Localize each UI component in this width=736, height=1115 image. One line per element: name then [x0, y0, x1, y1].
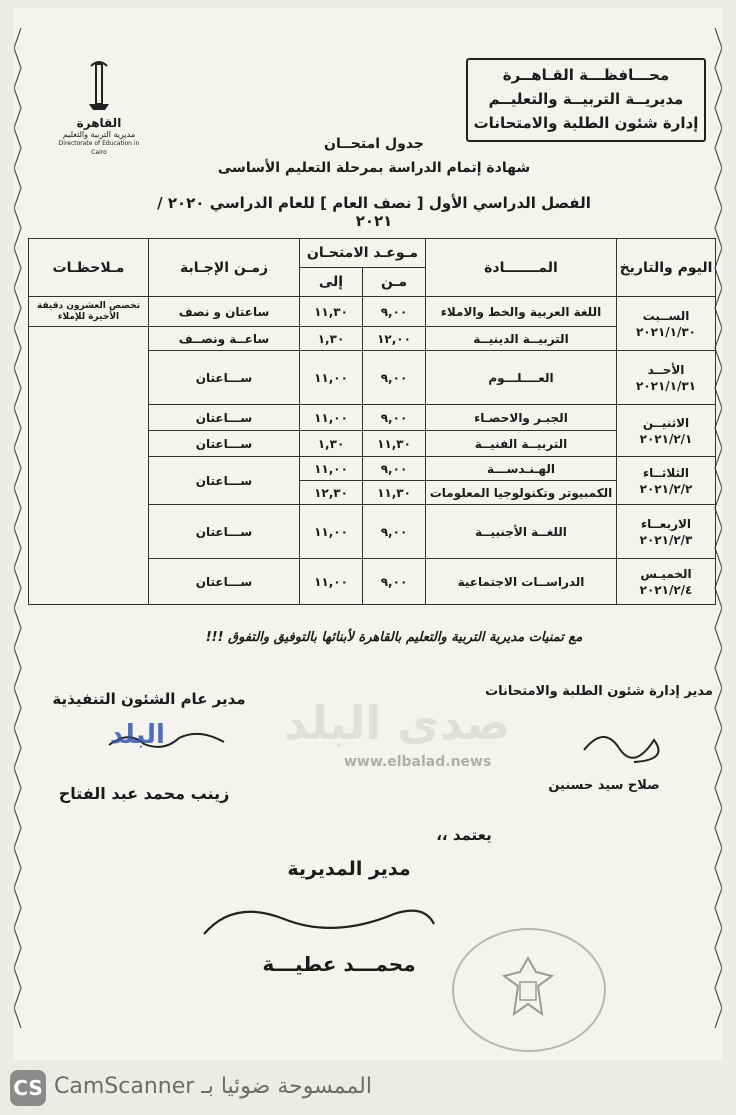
to-cell: ١,٣٠ — [300, 431, 363, 457]
from-cell: ٩,٠٠ — [363, 457, 426, 481]
watermark-url: www.elbalad.news — [344, 754, 492, 770]
day-cell: الخميـس ٢٠٢١/٢/٤ — [617, 559, 716, 605]
logo-caption-ar: مديرية التربية والتعليم — [62, 130, 136, 139]
to-cell: ١١,٠٠ — [300, 351, 363, 405]
day-cell: الأحــد ٢٠٢١/١/٣١ — [617, 351, 716, 405]
from-cell: ١٢,٠٠ — [363, 327, 426, 351]
note-cell: تخصص العشرون دقيقة الأخيرة للإملاء — [29, 297, 149, 327]
day-cell: الثلاثــاء ٢٠٢١/٢/٢ — [617, 457, 716, 505]
authority-header — [466, 58, 706, 142]
duration-cell: ساعــة ونصــف — [149, 327, 300, 351]
left-border-decoration — [14, 28, 28, 1028]
governorate-line: محـــافظـــة القـاهــرة — [502, 66, 670, 84]
to-cell: ١٢,٣٠ — [300, 481, 363, 505]
to-cell: ١١,٠٠ — [300, 559, 363, 605]
subject-cell: التربيــة الدينيــة — [426, 327, 617, 351]
header-notes: مـلاحظـات — [29, 239, 149, 297]
subject-cell: الهـنـدســـة — [426, 457, 617, 481]
to-cell: ١١,٠٠ — [300, 505, 363, 559]
approval-label: يعتمد ،، — [436, 826, 492, 844]
signature-scribble — [104, 720, 244, 760]
header-subject: المـــــــادة — [426, 239, 617, 297]
subject-cell: التربيــة الفنيــة — [426, 431, 617, 457]
watermark-logo: صدى البلد — [284, 696, 511, 750]
duration-cell: ساعتان و نصف — [149, 297, 300, 327]
day-cell: الاثنيــن ٢٠٢١/٢/١ — [617, 405, 716, 457]
subject-cell: اللغــة الأجنبيــة — [426, 505, 617, 559]
department-line: إدارة شئون الطلبة والامتحانات — [473, 114, 699, 132]
note-cell — [29, 327, 149, 605]
signature-scribble — [574, 720, 684, 770]
executive-affairs-manager-name: زينب محمد عبد الفتاح — [58, 784, 230, 803]
from-cell: ١١,٣٠ — [363, 481, 426, 505]
duration-cell: ســـاعتان — [149, 457, 300, 505]
executive-affairs-manager-title: مدير عام الشئون التنفيذية — [52, 690, 246, 708]
header-duration: زمـن الإجـابة — [149, 239, 300, 297]
to-cell: ١١,٣٠ — [300, 297, 363, 327]
logo-caption-en: Directorate of Education in Cairo — [58, 140, 140, 156]
header-day: اليوم والتاريخ — [617, 239, 716, 297]
from-cell: ٩,٠٠ — [363, 505, 426, 559]
logo-name: القاهرة — [76, 116, 122, 130]
camscanner-icon: CS — [10, 1070, 46, 1106]
subject-cell: اللغة العربية والخط والاملاء — [426, 297, 617, 327]
from-cell: ٩,٠٠ — [363, 351, 426, 405]
table-row — [29, 327, 716, 351]
from-cell: ٩,٠٠ — [363, 405, 426, 431]
official-stamp — [452, 928, 606, 1052]
header-to: إلى — [300, 268, 363, 297]
students-affairs-manager-title: مدير إدارة شئون الطلبة والامتحانات — [485, 684, 713, 699]
document-sheet — [14, 8, 722, 1060]
camscanner-footer — [6, 1066, 736, 1106]
to-cell: ١١,٠٠ — [300, 457, 363, 481]
wish-line: مع تمنيات مديرية التربية والتعليم بالقاهرة لأبنائها بالتوفيق والتفوق !!! — [205, 630, 583, 645]
cairo-tower-icon — [79, 60, 119, 112]
from-cell: ٩,٠٠ — [363, 297, 426, 327]
duration-cell: ســـاعتان — [149, 405, 300, 431]
directorate-manager-name: محمـــد عطيـــة — [262, 952, 416, 976]
to-cell: ١١,٠٠ — [300, 405, 363, 431]
certificate-title: شهادة إتمام الدراسة بمرحلة التعليم الأساسى — [217, 160, 531, 176]
duration-cell: ســـاعتان — [149, 505, 300, 559]
subject-cell: العــــلـــوم — [426, 351, 617, 405]
subject-cell: الجبـر والاحصـاء — [426, 405, 617, 431]
directorate-manager-title: مدير المديرية — [287, 858, 411, 880]
eagle-emblem-icon — [498, 954, 558, 1024]
header-from: مـن — [363, 268, 426, 297]
exam-schedule-table — [28, 238, 716, 605]
schedule-title: جدول امتحــان — [324, 136, 424, 152]
day-cell: الاربعــاء ٢٠٢١/٢/٣ — [617, 505, 716, 559]
subject-cell: الكمبيوتر وتكنولوجيا المعلومات — [426, 481, 617, 505]
students-affairs-manager-name: صلاح سيد حسنين — [548, 778, 660, 793]
header-exam-time: مـوعـد الامتحـان — [300, 239, 426, 268]
duration-cell: ســـاعتان — [149, 431, 300, 457]
term-title: الفصل الدراسي الأول [ نصف العام ] للعام الدراسي ٢٠٢٠ /٢٠٢١ — [157, 194, 591, 230]
camscanner-text: CamScanner الممسوحة ضوئيا بـ — [54, 1074, 372, 1099]
cairo-logo — [54, 60, 144, 157]
directorate-line: مديريــة التربيــة والتعليــم — [488, 90, 684, 108]
table-row — [29, 297, 716, 327]
day-cell: الســبت ٢٠٢١/١/٣٠ — [617, 297, 716, 351]
duration-cell: ســـاعتان — [149, 559, 300, 605]
from-cell: ١١,٣٠ — [363, 431, 426, 457]
subject-cell: الدراســات الاجتماعية — [426, 559, 617, 605]
watermark-badge: البلد — [110, 720, 165, 750]
to-cell: ١,٣٠ — [300, 327, 363, 351]
duration-cell: ســـاعتان — [149, 351, 300, 405]
from-cell: ٩,٠٠ — [363, 559, 426, 605]
